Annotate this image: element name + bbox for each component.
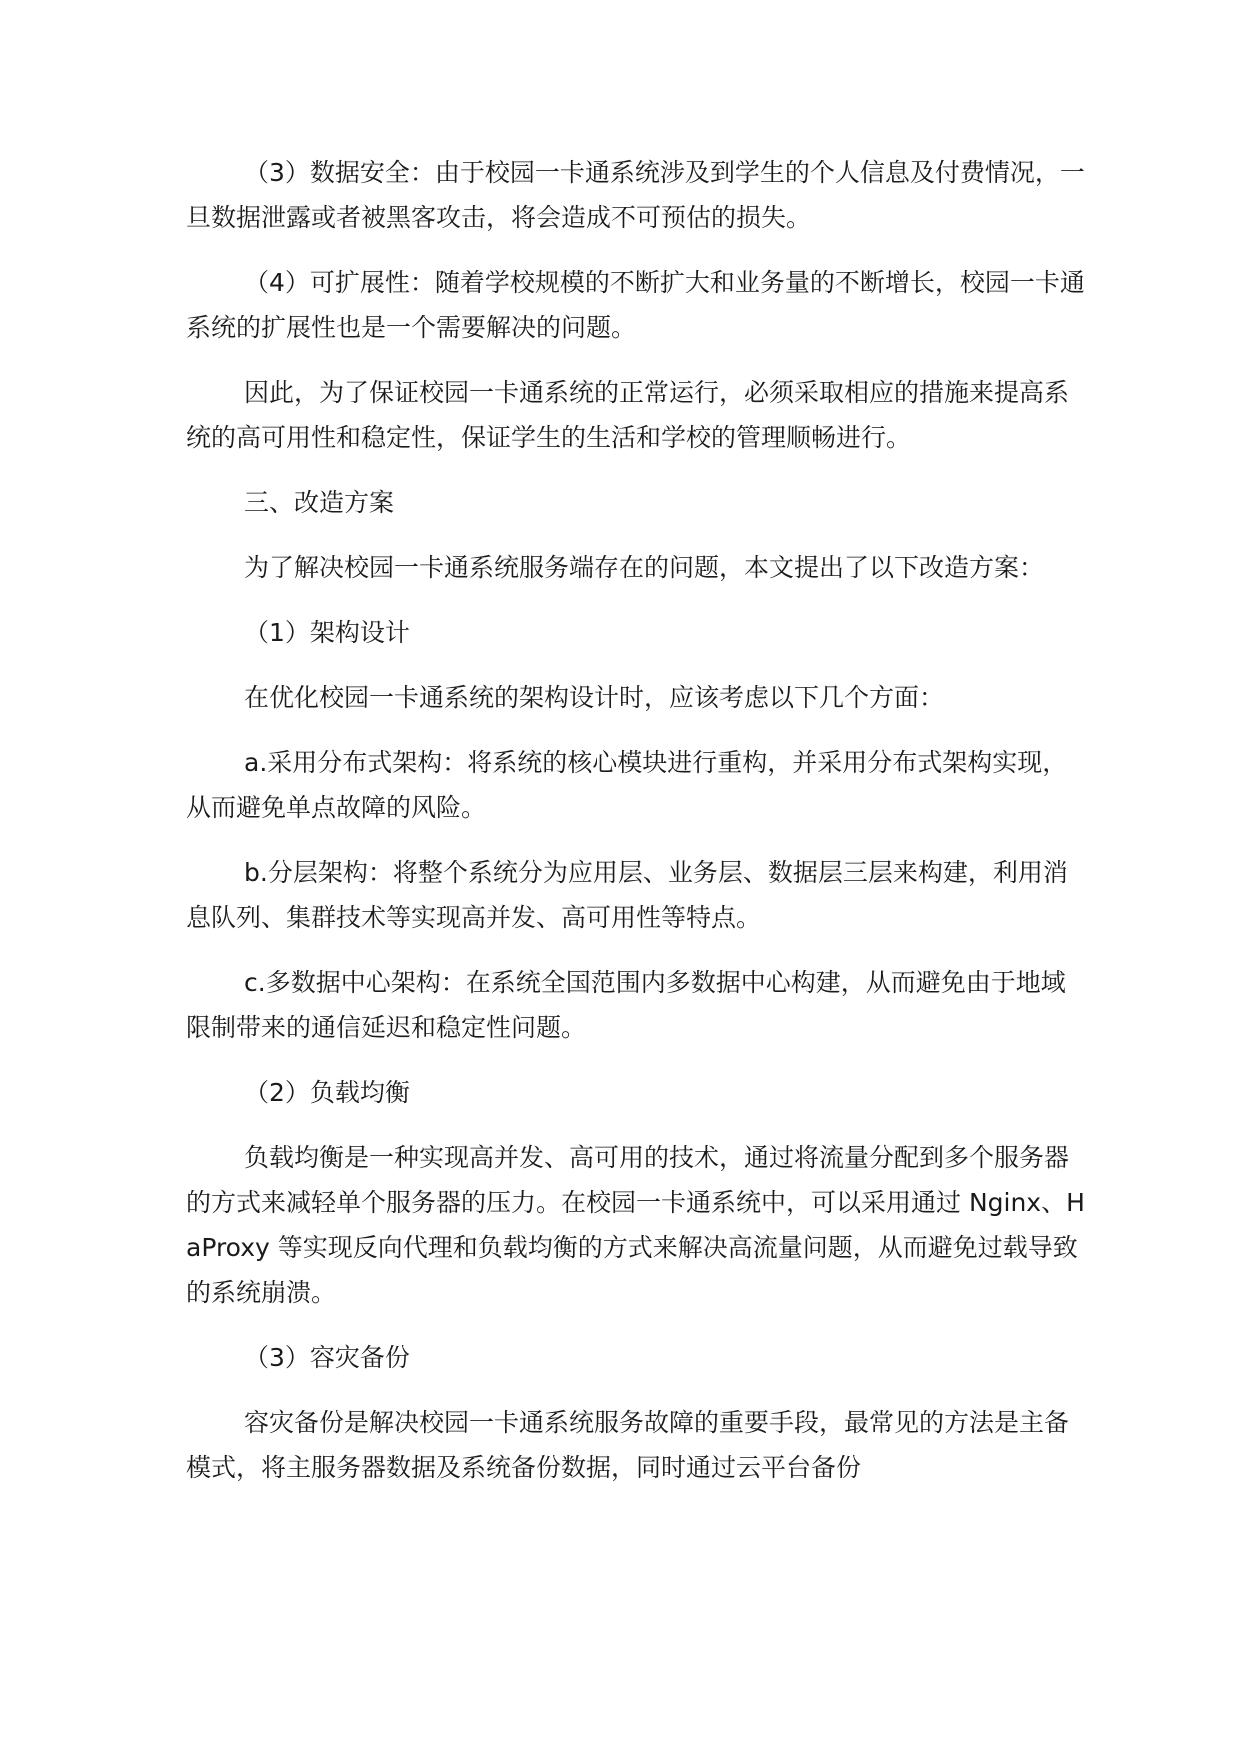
paragraph-layered-architecture: b.分层架构：将整个系统分为应用层、业务层、数据层三层来构建，利用消息队列、集群技术等实现高并发、高可用性等特点。 [186, 858, 1068, 932]
paragraph-architecture-intro: 在优化校园一卡通系统的架构设计时，应该考虑以下几个方面： [244, 683, 945, 712]
paragraph-data-security: （3）数据安全：由于校园一卡通系统涉及到学生的个人信息及付费情况，一旦数据泄露或者被黑客攻击，将会造成不可预估的损失。 [186, 158, 1085, 232]
paragraph-conclusion: 因此，为了保证校园一卡通系统的正常运行，必须采取相应的措施来提高系统的高可用性和稳定性，保证学生的生活和学校的管理顺畅进行。 [186, 378, 1070, 452]
subheading-disaster-backup: （3）容灾备份 [244, 1343, 410, 1372]
paragraph-disaster-backup: 容灾备份是解决校园一卡通系统服务故障的重要手段，最常见的方法是主备模式，将主服务器数据及系统备份数据，同时通过云平台备份 [186, 1408, 1070, 1482]
paragraph-multi-datacenter: c.多数据中心架构：在系统全国范围内多数据中心构建，从而避免由于地域限制带来的通信延迟和稳定性问题。 [186, 968, 1066, 1042]
paragraph-plan-intro: 为了解决校园一卡通系统服务端存在的问题，本文提出了以下改造方案： [244, 553, 1045, 582]
subheading-load-balancing: （2）负载均衡 [244, 1078, 410, 1107]
paragraph-scalability: （4）可扩展性：随着学校规模的不断扩大和业务量的不断增长，校园一卡通系统的扩展性也是一个需要解决的问题。 [186, 268, 1085, 342]
subheading-architecture-design: （1）架构设计 [244, 618, 410, 647]
section-heading-renovation-plan: 三、改造方案 [244, 488, 395, 517]
paragraph-distributed-architecture: a.采用分布式架构：将系统的核心模块进行重构，并采用分布式架构实现，从而避免单点故障的风险。 [186, 748, 1068, 822]
document-body [186, 150, 1086, 1510]
paragraph-load-balancing: 负载均衡是一种实现高并发、高可用的技术，通过将流量分配到多个服务器的方式来减轻单个服务器的压力。在校园一卡通系统中，可以采用通过 Nginx、HaProxy 等实现反向代理和负载均衡的方式来解决高流量问题，从而避免过载导致的系统崩溃。 [186, 1143, 1085, 1307]
